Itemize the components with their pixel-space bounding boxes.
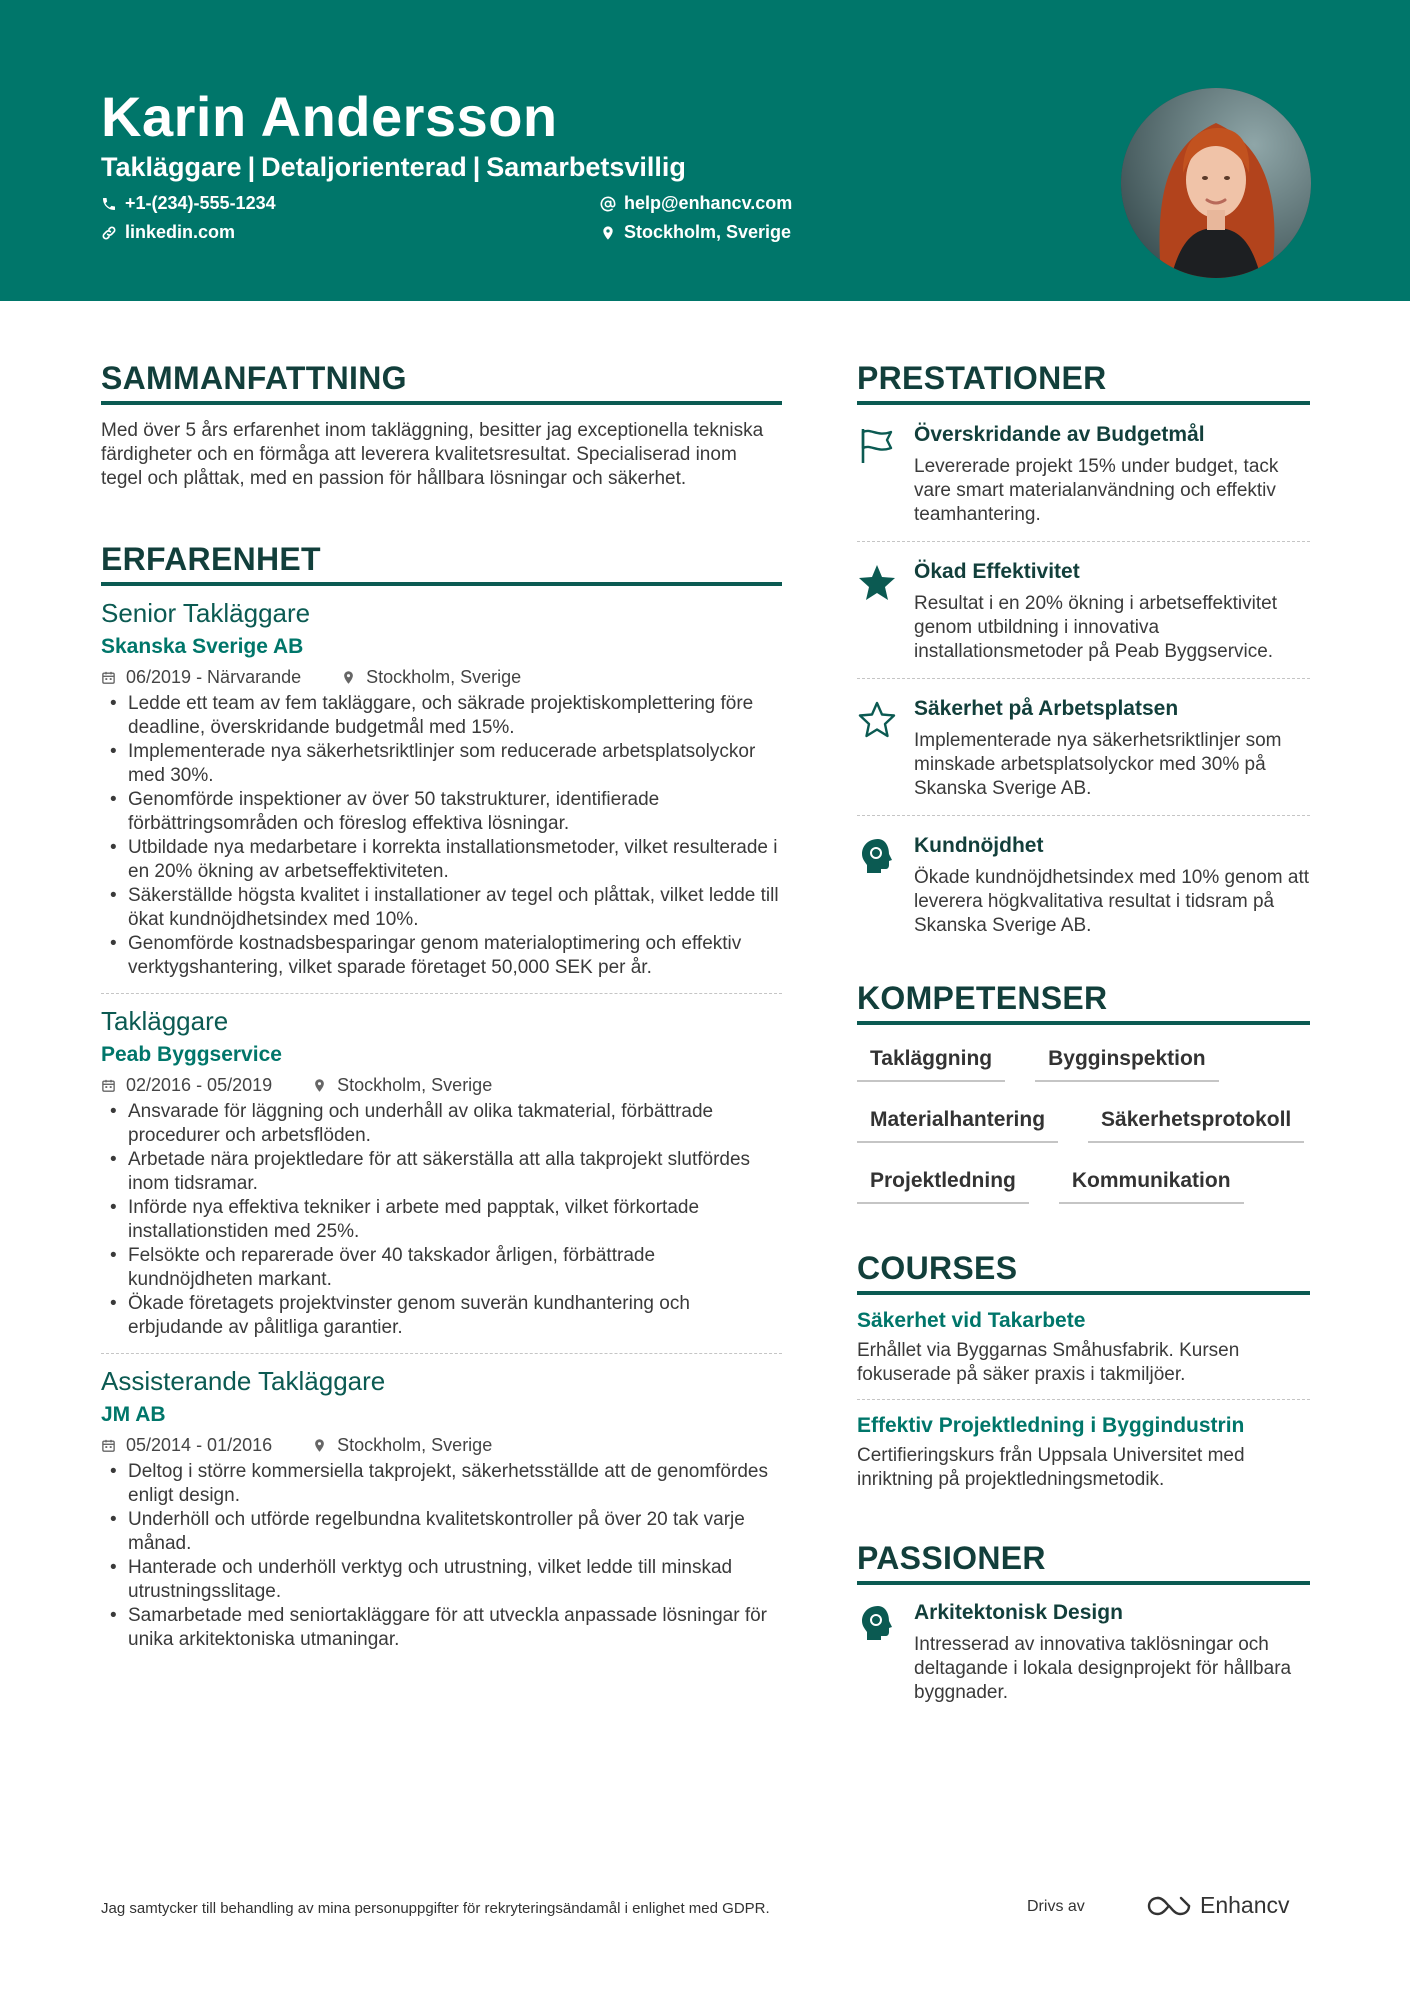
at-icon <box>600 196 616 212</box>
list-item: • Felsökte och reparerade över 40 takskador årligen, förbättrade kundnöjdheten markant. <box>101 1244 782 1292</box>
left-column <box>101 360 782 1652</box>
contact-linkedin[interactable]: linkedin.com <box>101 222 235 243</box>
achievement-title: Säkerhet på Arbetsplatsen <box>914 697 1179 720</box>
list-item: • Ledde ett team av fem takläggare, och säkrade projektiskomplettering före deadline, överskridande budgetmål med 15%. <box>101 692 782 740</box>
link-icon <box>101 225 117 241</box>
resume-header <box>0 0 1410 301</box>
star-outline-icon <box>857 699 897 739</box>
passion-title: Arkitektonisk Design <box>914 1601 1123 1624</box>
job-location: Stockholm, Sverige <box>312 1075 492 1096</box>
company-name: JM AB <box>101 1403 166 1426</box>
achievement-title: Ökad Effektivitet <box>914 560 1080 583</box>
list-item: • Ansvarade för läggning och underhåll av olika takmaterial, förbättrade procedurer och arbetsflöden. <box>101 1100 782 1148</box>
list-item: • Underhöll och utförde regelbundna kvalitetskontroller på över 20 tak varje månad. <box>101 1508 782 1556</box>
list-item: • Arbetade nära projektledare för att säkerställa att alla takprojekt slutfördes inom tidsramar. <box>101 1148 782 1196</box>
passions-heading: PASSIONER <box>857 1540 1310 1585</box>
job-bullets <box>101 1460 782 1652</box>
gdpr-consent: Jag samtycker till behandling av mina personuppgifter för rekryteringsändamål i enlighet med GDPR. <box>101 1900 770 1917</box>
job-entry <box>101 1366 782 1652</box>
job-meta <box>101 1435 782 1456</box>
skill-tag: Säkerhetsprotokoll <box>1088 1108 1304 1143</box>
skills-list <box>857 1047 1310 1204</box>
list-item: • Samarbetade med seniortakläggare för att utveckla anpassade lösningar för unika arkitektoniska utmaningar. <box>101 1604 782 1652</box>
achievement-desc: Ökade kundnöjdhetsindex med 10% genom att leverera högkvalitativa resultat i tidsram på Skanska Sverige AB. <box>914 867 1310 936</box>
achievement-desc: Levererade projekt 15% under budget, tack vare smart materialanvändning och effektiv teamhantering. <box>914 456 1279 525</box>
skill-tag: Bygginspektion <box>1035 1047 1219 1082</box>
achievement-desc: Implementerade nya säkerhetsriktlinjer som minskade arbetsplatsolyckor med 30% på Skanska Sverige AB. <box>914 730 1282 799</box>
calendar-icon <box>101 1078 116 1093</box>
calendar-icon <box>101 670 116 685</box>
map-pin-icon <box>312 1078 327 1093</box>
achievement-item <box>857 560 1310 664</box>
list-item: • Genomförde kostnadsbesparingar genom materialoptimering och effektiv verktygshantering, vilket sparade företaget 50,000 SEK per år. <box>101 932 782 980</box>
flag-icon <box>857 425 897 465</box>
achievement-desc: Resultat i en 20% ökning i arbetseffektivitet genom utbildning i innovativa installationsmetoder på Peab Byggservice. <box>914 593 1277 662</box>
map-pin-icon <box>600 225 616 241</box>
achievements-heading: PRESTATIONER <box>857 360 1310 405</box>
list-item: • Deltog i större kommersiella takprojekt, säkerhetsställde att de genomfördes enligt design. <box>101 1460 782 1508</box>
headline-trait-1: Detaljorienterad <box>261 152 467 182</box>
job-meta <box>101 667 782 688</box>
achievement-item <box>857 423 1310 527</box>
job-dates: 02/2016 - 05/2019 <box>126 1075 273 1095</box>
job-bullets <box>101 692 782 980</box>
achievement-item <box>857 834 1310 938</box>
job-bullets <box>101 1100 782 1340</box>
course-title: Effektiv Projektledning i Byggindustrin <box>857 1414 1245 1437</box>
job-dates: 05/2014 - 01/2016 <box>126 1435 273 1455</box>
job-title: Senior Takläggare <box>101 598 311 628</box>
list-item: • Implementerade nya säkerhetsriktlinjer som reducerade arbetsplatsolyckor med 30%. <box>101 740 782 788</box>
divider <box>857 678 1310 679</box>
list-item: • Hanterade och underhöll verktyg och utrustning, vilket ledde till minskad utrustningsslitage. <box>101 1556 782 1604</box>
headline-trait-2: Samarbetsvillig <box>486 152 686 182</box>
company-name: Peab Byggservice <box>101 1043 282 1066</box>
skill-tag: Materialhantering <box>857 1108 1058 1143</box>
headline <box>101 152 686 183</box>
job-location: Stockholm, Sverige <box>341 667 521 688</box>
list-item: • Införde nya effektiva tekniker i arbete med papptak, vilket förkortade installationstiden med 25%. <box>101 1196 782 1244</box>
contact-phone[interactable]: +1-(234)-555-1234 <box>101 193 276 214</box>
achievement-title: Kundnöjdhet <box>914 834 1044 857</box>
skills-heading: KOMPETENSER <box>857 980 1310 1025</box>
job-entry <box>101 1006 782 1340</box>
achievement-item <box>857 697 1310 801</box>
list-item: • Säkerställde högsta kvalitet i installationer av tegel och plåttak, vilket ledde till ökat kundnöjdhetsindex med 10%. <box>101 884 782 932</box>
job-dates: 06/2019 - Närvarande <box>126 667 302 687</box>
list-item: • Genomförde inspektioner av över 50 takstrukturer, identifierade förbättringsområden och föreslog effektiva lösningar. <box>101 788 782 836</box>
calendar-icon <box>101 1438 116 1453</box>
summary-heading: SAMMANFATTNING <box>101 360 782 405</box>
job-meta <box>101 1075 782 1096</box>
infinity-icon <box>1146 1894 1192 1918</box>
job-entry <box>101 598 782 980</box>
passion-desc: Intresserad av innovativa taklösningar och deltagande i lokala designprojekt för hållbara byggnader. <box>914 1634 1292 1703</box>
divider <box>857 1399 1310 1400</box>
course-item <box>857 1309 1310 1387</box>
headline-separator: | <box>472 152 481 182</box>
list-item: • Ökade företagets projektvinster genom suverän kundhantering och erbjudande av pålitliga garantier. <box>101 1292 782 1340</box>
phone-icon <box>101 196 117 212</box>
summary-text: Med över 5 års erfarenhet inom takläggning, besitter jag exceptionella tekniska färdigheter och en förmåga att leverera kvalitetsresultat. Specialiserad inom tegel och plåttak, med en passion för hållbara lösningar och säkerhet. <box>101 420 764 489</box>
enhancv-logo[interactable]: Enhancv <box>1146 1892 1290 1919</box>
headline-role: Takläggare <box>101 152 242 182</box>
powered-by-label: Drivs av <box>1027 1898 1085 1915</box>
divider <box>101 1353 782 1354</box>
map-pin-icon <box>312 1438 327 1453</box>
candidate-name: Karin Andersson <box>101 85 558 148</box>
star-filled-icon <box>857 562 897 602</box>
passion-item <box>857 1601 1310 1705</box>
divider <box>101 993 782 994</box>
course-desc: Erhållet via Byggarnas Småhusfabrik. Kursen fokuserade på säker praxis i takmiljöer. <box>857 1340 1240 1385</box>
contact-email[interactable]: help@enhancv.com <box>600 193 792 214</box>
skill-tag: Kommunikation <box>1059 1169 1244 1204</box>
achievement-title: Överskridande av Budgetmål <box>914 423 1205 446</box>
company-name: Skanska Sverige AB <box>101 635 304 658</box>
divider <box>857 815 1310 816</box>
head-icon <box>857 836 897 876</box>
course-item <box>857 1414 1310 1492</box>
headline-separator: | <box>247 152 256 182</box>
skill-tag: Takläggning <box>857 1047 1005 1082</box>
job-location: Stockholm, Sverige <box>312 1435 492 1456</box>
experience-heading: ERFARENHET <box>101 541 782 586</box>
skill-tag: Projektledning <box>857 1169 1029 1204</box>
course-desc: Certifieringskurs från Uppsala Universitet med inriktning på projektledningsmetodik. <box>857 1445 1245 1490</box>
right-column <box>857 360 1310 1705</box>
map-pin-icon <box>341 670 356 685</box>
job-title: Takläggare <box>101 1006 229 1036</box>
divider <box>857 541 1310 542</box>
list-item: • Utbildade nya medarbetare i korrekta installationsmetoder, vilket resulterade i en 20% ökning av arbetseffektiviteten. <box>101 836 782 884</box>
job-title: Assisterande Takläggare <box>101 1366 386 1396</box>
profile-photo <box>1121 88 1311 278</box>
head-icon <box>857 1603 897 1643</box>
courses-heading: COURSES <box>857 1250 1310 1295</box>
course-title: Säkerhet vid Takarbete <box>857 1309 1086 1332</box>
contact-location: Stockholm, Sverige <box>600 222 791 243</box>
